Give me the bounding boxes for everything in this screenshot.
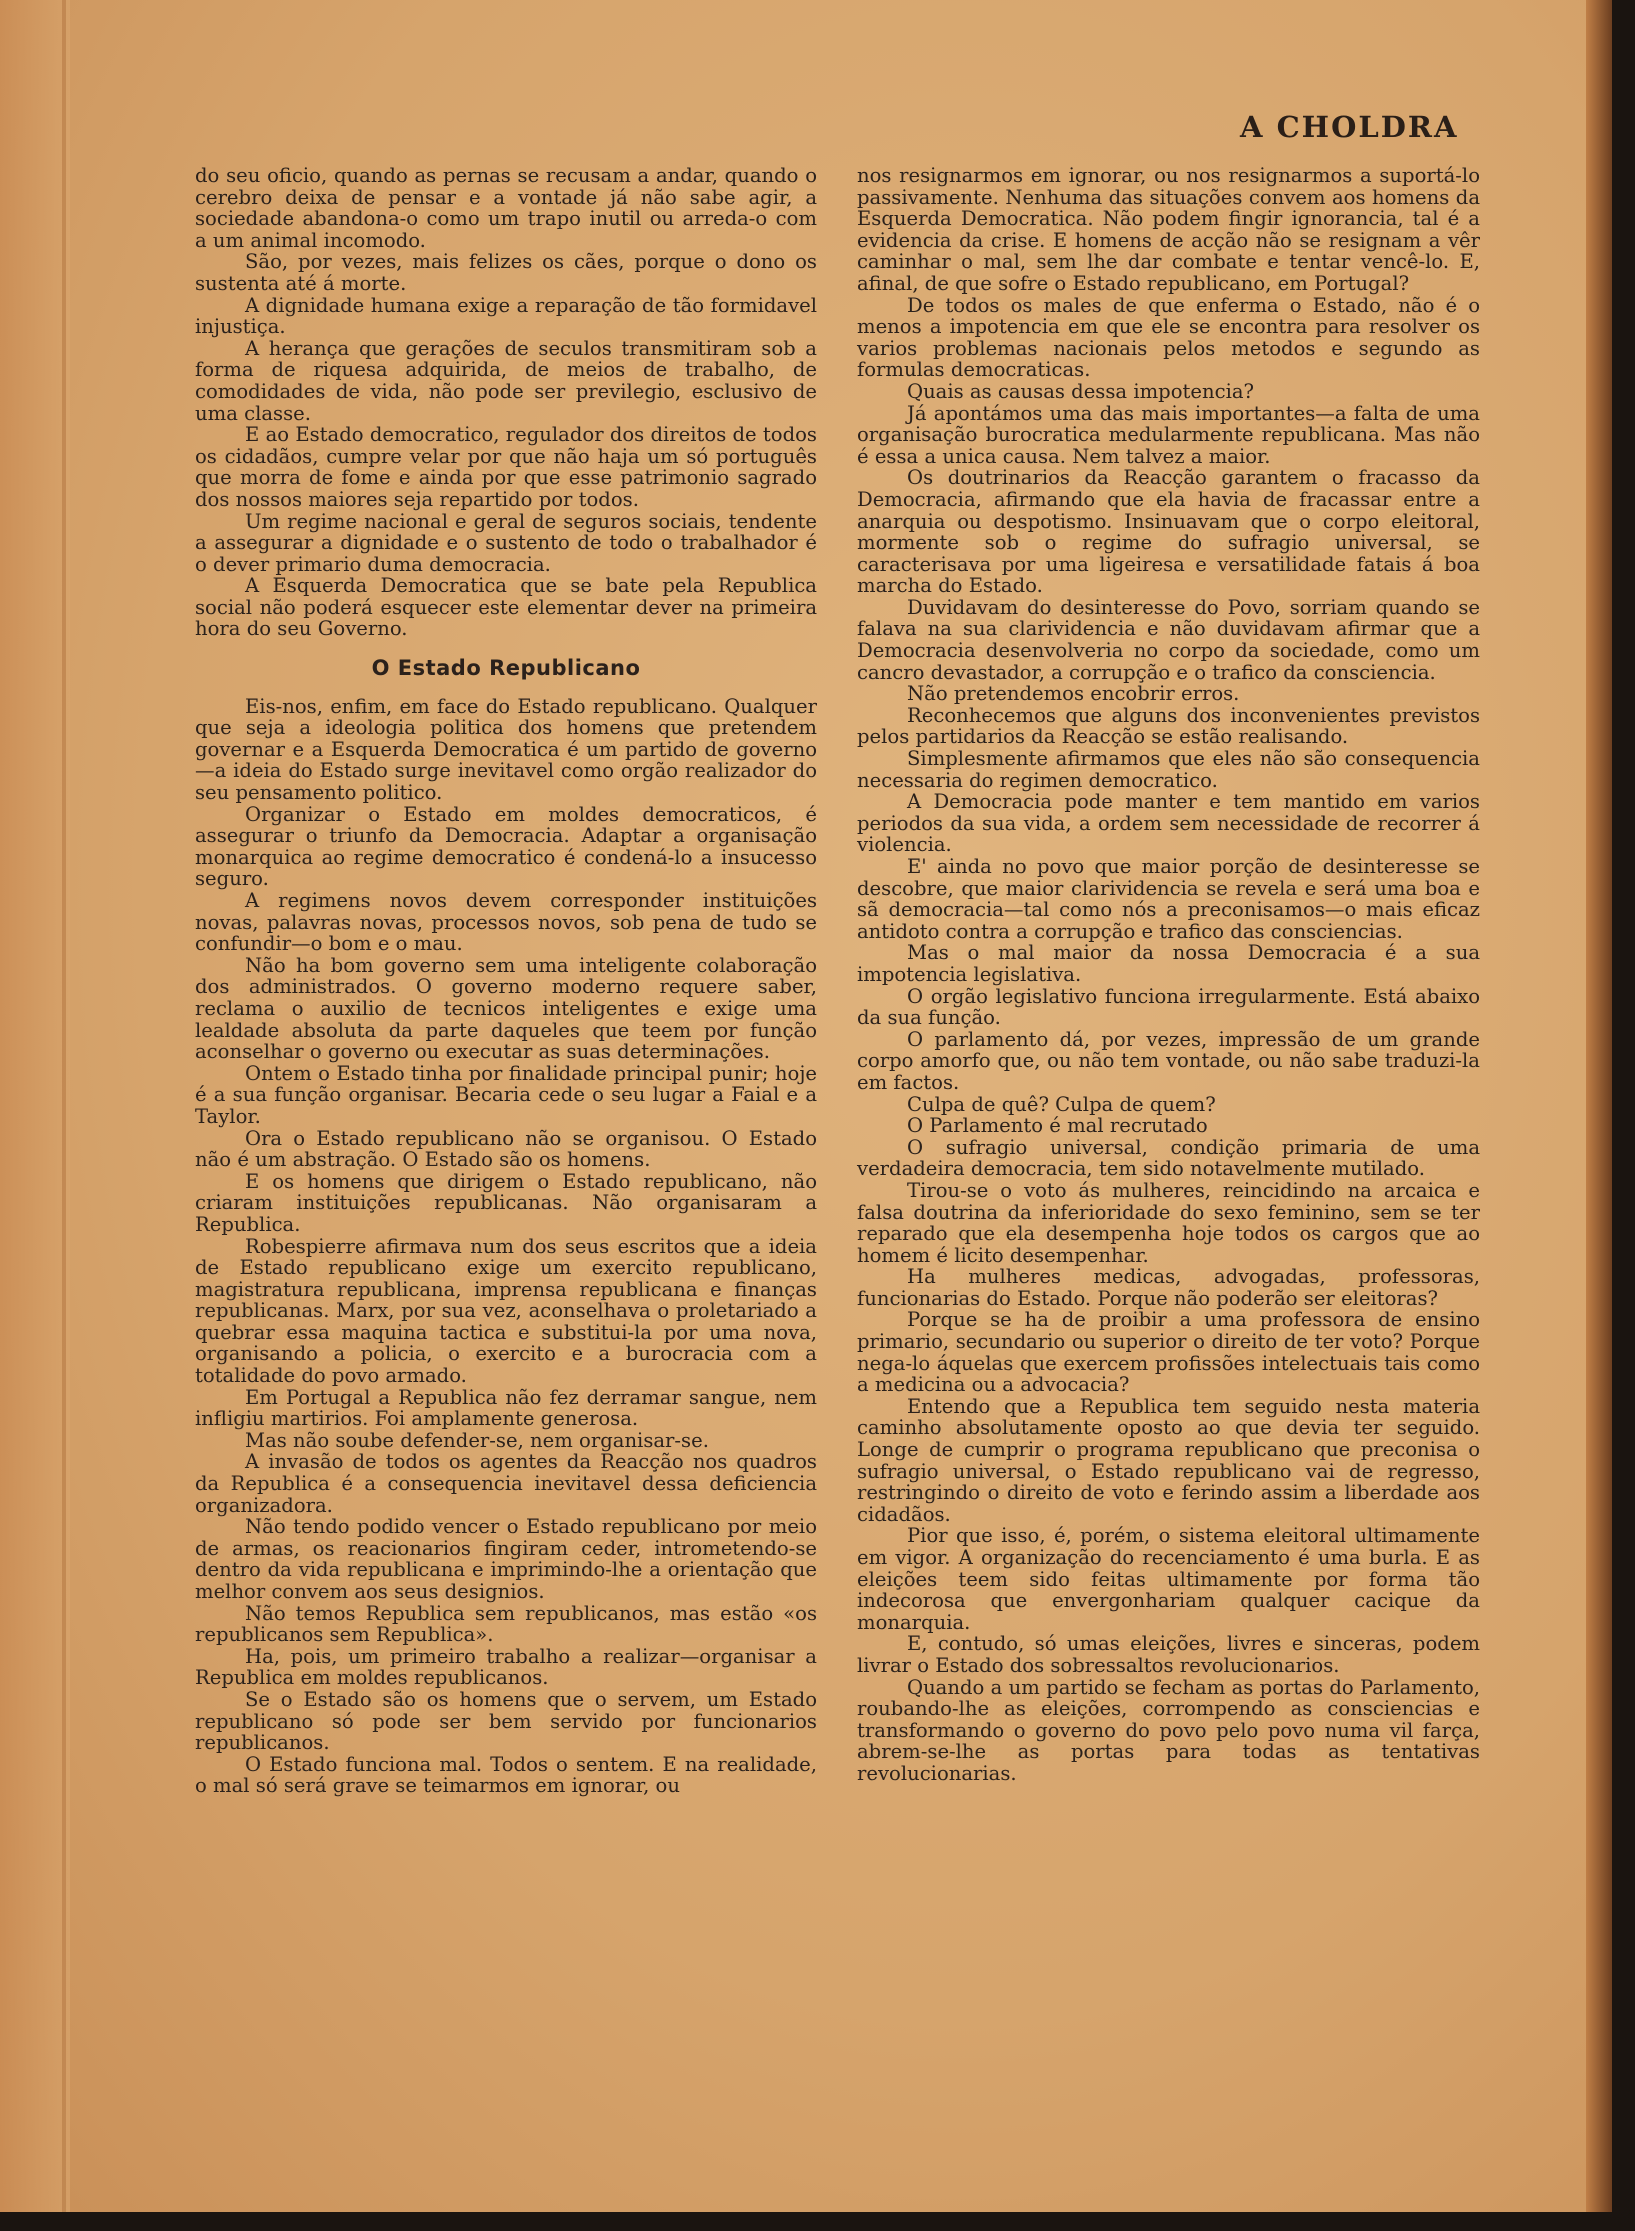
paragraph: E os homens que dirigem o Estado republicano, não criaram instituições republicanas. Não organisaram a Republica.: [195, 1169, 817, 1236]
paragraph: São, por vezes, mais felizes os cães, porque o dono os sustenta até á morte.: [195, 250, 817, 295]
paragraph: E ao Estado democratico, regulador dos direitos de todos os cidadãos, cumpre velar por que não haja um só português que morra de fome e ainda por que esse patrimonio sagrado dos nossos maiores seja repartido por todos.: [195, 423, 817, 511]
paragraph: E, contudo, só umas eleições, livres e sinceras, podem livrar o Estado dos sobressaltos revolucionarios.: [857, 1632, 1480, 1677]
paragraph: A regimens novos devem corresponder instituições novas, palavras novas, processos novos, sob pena de tudo se confundir—o bom e o mau.: [195, 889, 817, 956]
paragraph: Não temos Republica sem republicanos, mas estão «os republicanos sem Republica».: [195, 1601, 817, 1647]
paragraph: Em Portugal a Republica não fez derramar sangue, nem infligiu martirios. Foi amplamente generosa.: [195, 1385, 817, 1431]
paragraph: Entendo que a Republica tem seguido nesta materia caminho absolutamente oposto ao que devia ter seguido. Longe de cumprir o programa republicano que preconisa o sufragio universal, o Estado republicano vai de regresso, restringindo o direito de voto e ferindo assim a liberdade aos cidadãos.: [857, 1394, 1480, 1526]
paragraph: Um regime nacional e geral de seguros sociais, tendente a assegurar a dignidade e o sustento de todo o trabalhador é o dever primario duma democracia.: [195, 509, 817, 576]
paragraph: Culpa de quê? Culpa de quem?: [907, 1092, 1216, 1116]
paragraph: Ha, pois, um primeiro trabalho a realizar—organisar a Republica em moldes republicanos.: [195, 1644, 817, 1690]
paragraph: Eis-nos, enfim, em face do Estado republicano. Qualquer que seja a ideologia politica dos homens que pretendem governar e a Esquerda Democratica é um partido de governo—a ideia do Estado surge inevitavel como orgão realizador do seu pensamento politico.: [195, 694, 817, 805]
paragraph: Não pretendemos encobrir erros.: [907, 682, 1240, 706]
paragraph: O sufragio universal, condição primaria de uma verdadeira democracia, tem sido notavelmente mutilado.: [857, 1135, 1480, 1181]
paragraph: A invasão de todos os agentes da Reacção nos quadros da Republica é a consequencia inevitavel dessa deficiencia organizadora.: [195, 1450, 817, 1517]
page-fold-shadow: [0, 0, 70, 2212]
paragraph: Os doutrinarios da Reacção garantem o fracasso da Democracia, afirmando que ela havia de fracassar entre a anarquia ou despotismo. Insinuavam que o corpo eleitoral, mormente sob o regime do sufragio universal, se caracterisava por uma ligeiresa e versatilidade fatais á boa marcha do Estado.: [857, 466, 1480, 598]
paragraph: A Esquerda Democratica que se bate pela Republica social não poderá esquecer este elementar dever na primeira hora do seu Governo.: [195, 574, 817, 641]
paragraph: Quando a um partido se fecham as portas do Parlamento, roubando-lhe as eleições, corrompendo as consciencias e transformando o governo do povo pelo povo numa vil farça, abrem-se-lhe as portas para todas as tentativas revolucionarias.: [857, 1675, 1480, 1785]
paragraph: De todos os males de que enferma o Estado, não é o menos a impotencia em que ele se encontra para resolver os varios problemas nacionais pelos metodos e segundo as formulas democraticas.: [857, 293, 1480, 382]
paragraph: nos resignarmos em ignorar, ou nos resignarmos a suportá-lo passivamente. Nenhuma das situações convem aos homens da Esquerda Democratica. Não podem fingir ignorancia, tal é a evidencia da crise. E homens de acção não se resignam a vêr caminhar o mal, sem lhe dar combate e tentar vencê-lo. E, afinal, de que sofre o Estado republicano, em Portugal?: [857, 164, 1480, 295]
page-fold-line: [62, 0, 66, 2212]
paragraph: Quais as causas dessa impotencia?: [907, 379, 1255, 403]
page-right-edge: [1586, 0, 1612, 2212]
paragraph: A herança que gerações de seculos transmitiram sob a forma de riquesa adquirida, de meios de trabalho, de comodidades de vida, não pode ser previlegio, esclusivo de uma classe.: [195, 336, 817, 425]
paragraph: Ontem o Estado tinha por finalidade principal punir; hoje é a sua função organisar. Becaria cede o seu lugar a Faial e a Taylor.: [195, 1061, 817, 1128]
paragraph: Não tendo podido vencer o Estado republicano por meio de armas, os reacionarios fingiram ceder, intrometendo-se dentro da vida republicana e imprimindo-lhe a orientação que melhor convem aos seus designios.: [195, 1515, 817, 1603]
paragraph: Porque se ha de proibir a uma professora de ensino primario, secundario ou superior o direito de ter voto? Porque nega-lo áquelas que exercem profissões intelectuais tais como a medicina ou a advocacia?: [857, 1308, 1480, 1397]
left-paragraphs-before: [195, 165, 817, 640]
paragraph: Não ha bom governo sem uma inteligente colaboração dos administrados. O governo moderno requere saber, reclama o auxilio de tecnicos inteligentes e exige uma lealdade absoluta da parte daqueles que teem por função aconselhar o governo ou executar as suas determinações.: [195, 953, 817, 1064]
paragraph: E' ainda no povo que maior porção de desinteresse se descobre, que maior clarividencia se revela e será uma boa e sã democracia—tal como nós a preconisamos—o mais eficaz antidoto contra a corrupção e trafico das consciencias.: [857, 855, 1480, 943]
section-heading: O Estado Republicano: [371, 656, 641, 681]
paragraph: Robespierre afirmava num dos seus escritos que a ideia de Estado republicano exige um exercito republicano, magistratura republicana, imprensa republicana e finanças republicanas. Marx, por sua vez, aconselhava o proletariado a quebrar essa maquina tactica e substitui-la por uma nova, organisando a policia, o exercito e a burocracia com a totalidade do povo armado.: [195, 1234, 817, 1388]
paragraph: O orgão legislativo funciona irregularmente. Está abaixo da sua função.: [857, 984, 1480, 1030]
left-paragraphs-after: [195, 696, 817, 1797]
paragraph: O Parlamento é mal recrutado: [907, 1114, 1208, 1138]
right-column: [857, 165, 1480, 1785]
paragraph: Simplesmente afirmamos que eles não são consequencia necessaria do regimen democratico.: [857, 747, 1480, 792]
paragraph: Se o Estado são os homens que o servem, um Estado republicano só pode ser bem servido por funcionarios republicanos.: [195, 1687, 817, 1755]
paragraph: A Democracia pode manter e tem mantido em varios periodos da sua vida, a ordem sem necessidade de recorrer á violencia.: [857, 790, 1480, 857]
left-column: [195, 165, 817, 1797]
paragraph: O Estado funciona mal. Todos o sentem. E na realidade, o mal só será grave se teimarmos em ignorar, ou: [195, 1752, 817, 1798]
paragraph: A dignidade humana exige a reparação de tão formidavel injustiça.: [195, 293, 817, 339]
paragraph: Mas o mal maior da nossa Democracia é a sua impotencia legislativa.: [857, 941, 1480, 986]
paragraph: Duvidavam do desinteresse do Povo, sorriam quando se falava na sua clarividencia e não duvidavam afirmar que a Democracia desenvolveria no corpo da sociedade, como um cancro devastador, a corrupção e o trafico da consciencia.: [857, 595, 1480, 684]
running-head: A CHOLDRA: [1240, 110, 1459, 144]
paragraph: Tirou-se o voto ás mulheres, reincidindo na arcaica e falsa doutrina da inferioridade do sexo feminino, sem se ter reparado que ela desempenha hoje todos os cargos que ao homem é licito desempenhar.: [857, 1178, 1480, 1267]
paragraph: Ha mulheres medicas, advogadas, professoras, funcionarias do Estado. Porque não poderão ser eleitoras?: [857, 1265, 1480, 1310]
paragraph: do seu oficio, quando as pernas se recusam a andar, quando o cerebro deixa de pensar e a vontade já não sabe agir, a sociedade abandona-o como um trapo inutil ou arreda-o com a um animal incomodo.: [195, 164, 817, 252]
paragraph: Mas não soube defender-se, nem organisar-se.: [245, 1428, 709, 1452]
paragraph: O parlamento dá, por vezes, impressão de um grande corpo amorfo que, ou não tem vontade, ou não sabe traduzi-la em factos.: [857, 1027, 1480, 1094]
paragraph: Reconhecemos que alguns dos inconvenientes previstos pelos partidarios da Reacção se estão realisando.: [857, 703, 1480, 749]
paragraph: Organizar o Estado em moldes democraticos, é assegurar o triunfo da Democracia. Adaptar a organisação monarquica ao regime democratico é condená-lo a insucesso seguro.: [195, 802, 817, 891]
paragraph: Pior que isso, é, porém, o sistema eleitoral ultimamente em vigor. A organização do recenciamento é uma burla. E as eleições teem sido feitas ultimamente por forma tão indecorosa que envergonhariam qualquer cacique da monarquia.: [857, 1524, 1480, 1634]
paragraph: Ora o Estado republicano não se organisou. O Estado não é um abstração. O Estado são os homens.: [195, 1126, 817, 1172]
paragraph: Já apontámos uma das mais importantes—a falta de uma organisação burocratica medularmente republicana. Mas não é essa a unica causa. Nem talvez a maior.: [857, 401, 1480, 468]
